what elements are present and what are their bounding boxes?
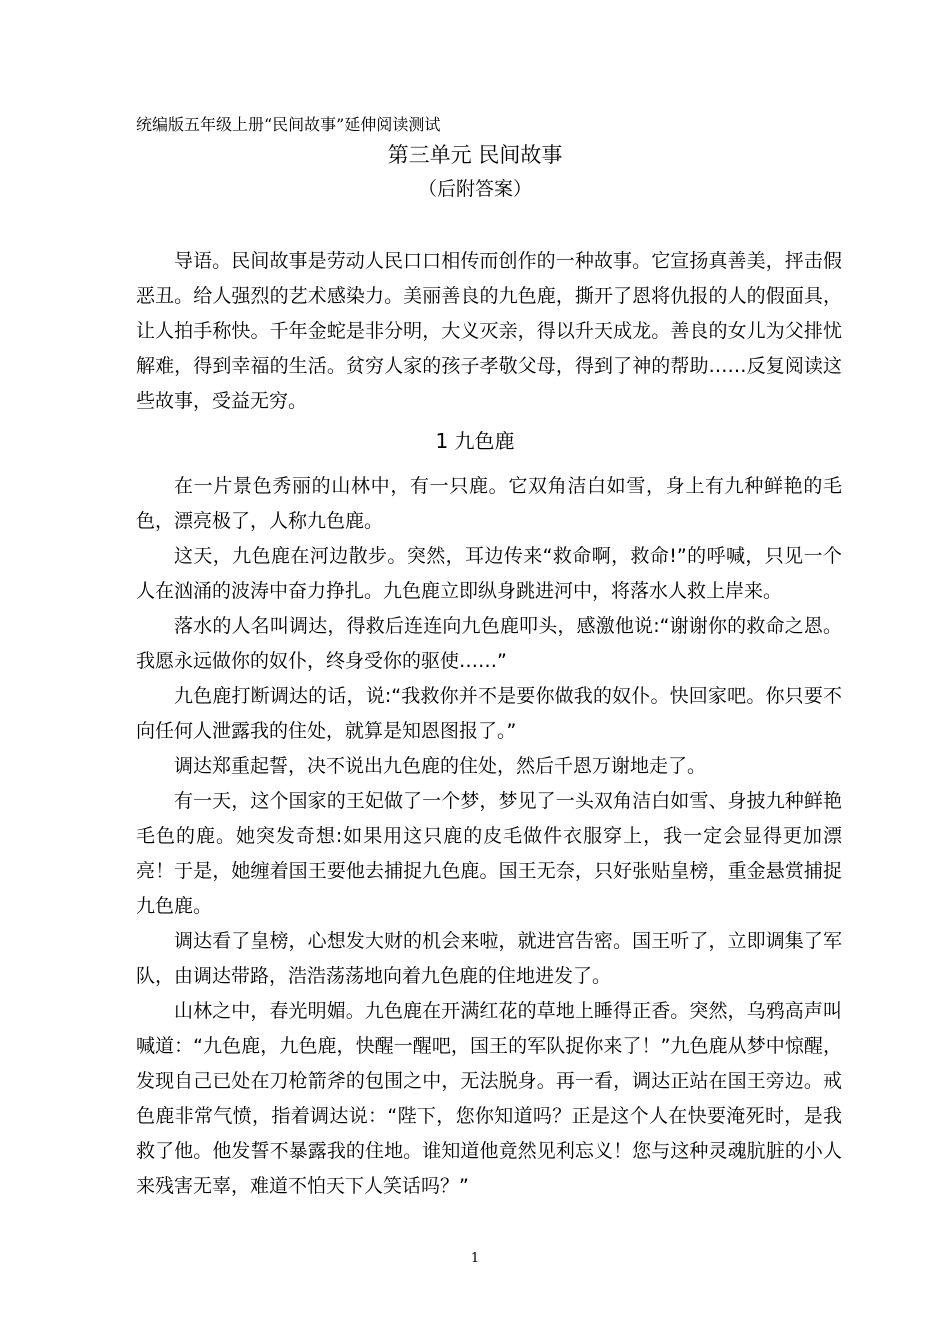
intro-section [136,244,842,419]
document-subtitle: 统编版五年级上册“民间故事”延伸阅读测试 [136,115,441,134]
unit-title: 第三单元 民间故事 [387,143,563,167]
story-body [136,469,842,1204]
story-paragraph: 有一天，这个国家的王妃做了一个梦，梦见了一头双角洁白如雪、身披九种鲜艳毛色的鹿。她突发奇想:如果用这只鹿的皮毛做件衣服穿上，我一定会显得更加漂亮！于是，她缠着国王要他去捕捉九色鹿。国王无奈，只好张贴皇榜，重金悬赏捕捉九色鹿。 [136,790,842,917]
story-paragraph: 这天，九色鹿在河边散步。突然，耳边传来“救命啊，救命!”的呼喊，只见一个人在汹涌的波涛中奋力挣扎。九色鹿立即纵身跳进河中，将落水人救上岸来。 [136,545,842,602]
story-title: 1 九色鹿 [435,429,515,453]
page-number: 1 [470,1251,480,1266]
story-paragraph: 山林之中，春光明媚。九色鹿在开满红花的草地上睡得正香。突然，乌鸦高声叫喊道：“九色鹿，九色鹿，快醒一醒吧，国王的军队捉你来了！”九色鹿从梦中惊醒，发现自己已处在刀枪箭斧的包围之中，无法脱身。再一看，调达正站在国王旁边。戒色鹿非常气愤，指着调达说：“陛下，您你知道吗？正是这个人在快要淹死时，是我救了他。他发誓不暴露我的住地。谁知道他竟然见利忘义！您与这种灵魂肮脏的小人来残害无辜，难道不怕天下人笑话吗？” [136,1000,842,1197]
story-paragraph: 落水的人名叫调达，得救后连连向九色鹿叩头，感激他说:“谢谢你的救命之恩。我愿永远做你的奴仆，终身受你的驱使……” [136,615,842,672]
story-paragraph: 九色鹿打断调达的话，说:“我救你并不是要你做我的奴仆。快回家吧。你只要不向任何人泄露我的住处，就算是知恩图报了。” [136,685,842,742]
story-paragraph: 在一片景色秀丽的山林中，有一只鹿。它双角洁白如雪，身上有九种鲜艳的毛色，漂亮极了，人称九色鹿。 [136,475,842,532]
story-paragraph: 调达郑重起誓，决不说出九色鹿的住处，然后千恩万谢地走了。 [174,755,707,777]
story-paragraph: 调达看了皇榜，心想发大财的机会来啦，就进宫告密。国王听了，立即调集了军队，由调达带路，浩浩荡荡地向着九色鹿的住地进发了。 [136,930,842,987]
answer-note: （后附答案） [417,178,532,200]
intro-paragraph: 导语。民间故事是劳动人民口口相传而创作的一种故事。它宣扬真善美，抨击假恶丑。给人强烈的艺术感染力。美丽善良的九色鹿，撕开了恩将仇报的人的假面具，让人拍手称快。千年金蛇是非分明，大义灭亲，得以升天成龙。善良的女儿为父排忧解难，得到幸福的生活。贫穷人家的孩子孝敬父母，得到了神的帮助……反复阅读这些故事，受益无穷。 [136,250,842,412]
